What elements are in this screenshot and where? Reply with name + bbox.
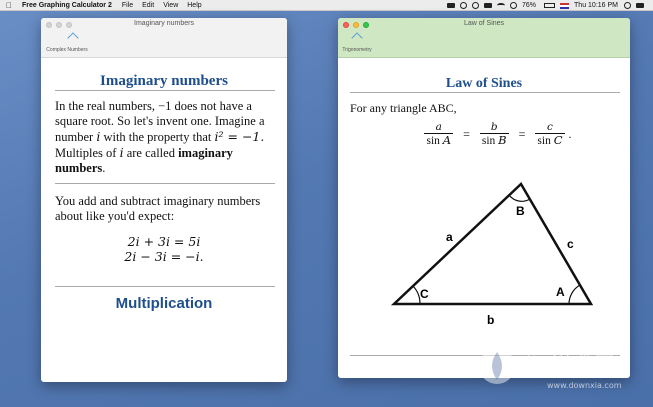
watermark: [475, 338, 645, 398]
intro-paragraph: [55, 99, 283, 176]
vertex-label-c: C: [420, 287, 429, 301]
page-title: Imaginary numbers: [100, 73, 228, 89]
math-expression: i² = −1.: [214, 129, 265, 144]
denominator: [480, 133, 509, 148]
text-run: Multiples of: [55, 146, 120, 160]
numerator: c: [547, 121, 553, 133]
app-menu[interactable]: Free Graphing Calculator 2: [22, 1, 112, 9]
text-run: .: [102, 161, 106, 175]
text-run: with the property that: [100, 130, 215, 144]
status-area: [447, 0, 649, 11]
side-label-c: c: [567, 237, 574, 251]
airplay-icon[interactable]: [484, 3, 492, 8]
denominator-angle: B: [498, 133, 507, 147]
chevron-up-icon: [67, 32, 78, 43]
screen-icon[interactable]: [447, 3, 455, 8]
addition-paragraph: [55, 194, 283, 224]
text-run: are called: [123, 146, 179, 160]
window-titlebar: [338, 18, 630, 58]
chevron-up-icon: [351, 32, 362, 43]
search-icon[interactable]: [624, 2, 631, 9]
math-symbol: i: [119, 145, 124, 160]
text-line: square root. So let's invent one. Imagine a: [55, 114, 265, 128]
fraction-c: [535, 121, 564, 148]
divider: [55, 90, 275, 91]
article-content: [338, 59, 630, 378]
wifi-icon[interactable]: [497, 3, 505, 8]
numerator: b: [490, 121, 498, 133]
side-label-b: b: [487, 313, 495, 327]
notification-center-icon[interactable]: [636, 3, 644, 8]
battery-icon[interactable]: [544, 3, 555, 8]
imaginary-numbers-window: [41, 18, 287, 382]
divider: [55, 286, 275, 287]
text-line: [55, 129, 283, 145]
apple-icon[interactable]: [6, 0, 14, 11]
equation-subtraction: 2i − 3i = −i.: [124, 249, 204, 264]
watermark-url: www.downxia.com: [547, 381, 622, 390]
denominator-angle: C: [553, 133, 563, 147]
equals-sign: =: [518, 127, 526, 141]
back-button[interactable]: [46, 30, 90, 53]
back-button[interactable]: [340, 30, 374, 53]
menu-view[interactable]: View: [163, 1, 179, 9]
formula-period: .: [568, 127, 572, 141]
intro-text: For any triangle ABC,: [350, 101, 457, 115]
volume-icon[interactable]: [510, 2, 517, 9]
fraction-a: [424, 121, 453, 148]
math-symbol: i: [96, 129, 101, 144]
back-label: Trigonometry: [342, 47, 372, 53]
window-title: Law of Sines: [463, 20, 505, 27]
input-source-flag-icon[interactable]: [560, 3, 569, 9]
angle-arc-a: [569, 285, 580, 304]
equals-sign: =: [463, 127, 470, 141]
menu-edit[interactable]: Edit: [142, 1, 155, 9]
menu-file[interactable]: File: [121, 1, 134, 9]
back-label: Complex Numbers: [46, 47, 88, 53]
page-title: Law of Sines: [445, 76, 523, 91]
menubar: [0, 0, 653, 11]
clock[interactable]: Thu 10:16 PM: [574, 2, 618, 9]
divider: [350, 92, 620, 93]
battery-percent[interactable]: 76%: [522, 2, 537, 9]
fraction-b: [480, 121, 509, 148]
law-of-sines-window: [338, 18, 630, 378]
numerator: a: [435, 121, 442, 133]
text-line: about like you'd expect:: [55, 209, 175, 223]
bold-term: numbers: [55, 161, 103, 175]
angle-arc-c: [413, 286, 420, 304]
denominator-function: sin: [426, 135, 443, 147]
vertex-label-b: B: [516, 204, 525, 218]
window-titlebar: [41, 18, 287, 58]
window-title: Imaginary numbers: [134, 20, 194, 27]
text-line: [55, 145, 283, 161]
sync-icon[interactable]: [460, 2, 467, 9]
denominator-function: sin: [537, 135, 554, 147]
bold-term: imaginary: [178, 146, 233, 160]
vertex-label-a: A: [556, 285, 565, 299]
watermark-brand: 当下软件园: [519, 353, 615, 375]
divider: [55, 183, 275, 184]
side-label-a: a: [446, 230, 453, 244]
text-line: In the real numbers, −1 does not have a: [55, 99, 252, 113]
text-run: number: [55, 130, 97, 144]
section-heading-multiplication: Multiplication: [115, 295, 213, 312]
denominator-function: sin: [481, 135, 499, 147]
menu-help[interactable]: Help: [187, 1, 202, 9]
equation-addition: 2i + 3i = 5i: [127, 234, 201, 249]
denominator: [424, 133, 453, 148]
time-machine-icon[interactable]: [472, 2, 479, 9]
denominator: [535, 133, 564, 148]
text-line: You add and subtract imaginary numbers: [55, 194, 261, 208]
law-of-sines-formula: [338, 121, 630, 148]
denominator-angle: A: [442, 133, 452, 147]
text-line: [55, 161, 283, 176]
article-content: [41, 59, 287, 382]
